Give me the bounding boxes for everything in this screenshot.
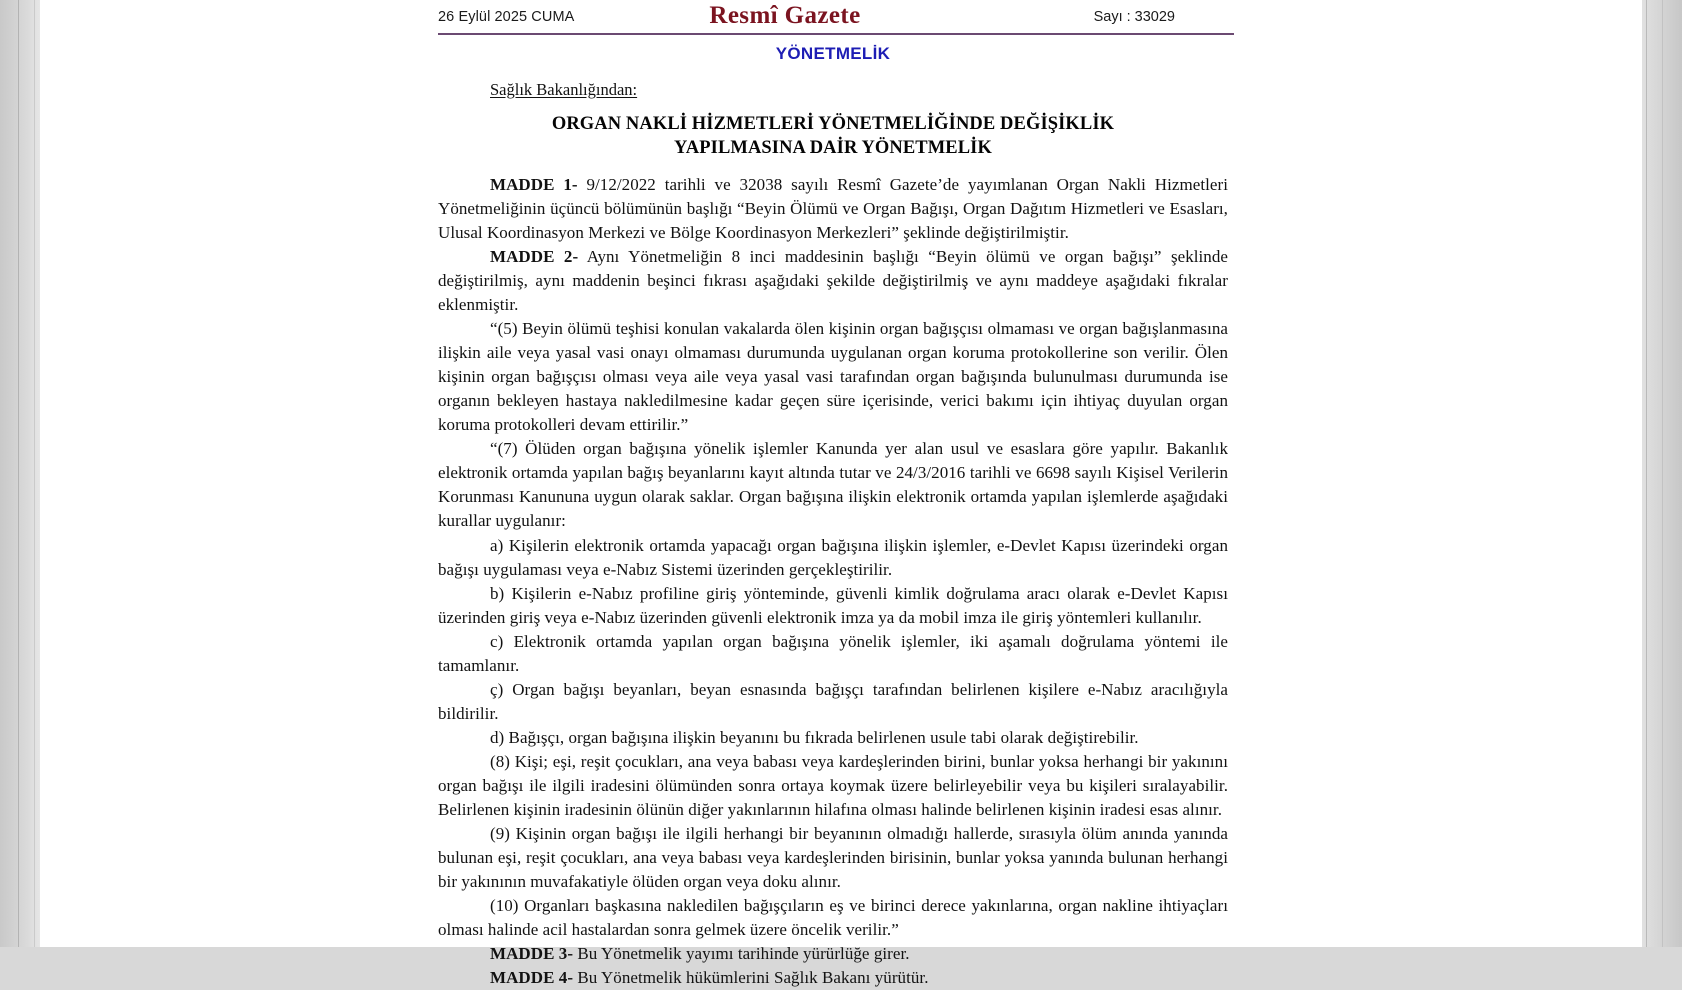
paragraph: [438, 678, 1228, 726]
paragraph-text: “(5) Beyin ölümü teşhisi konulan vakalarda ölen kişinin organ bağışçısı olmaması ve organ bağışlanmasına ilişkin aile veya yasal vasi onayı olmaması durumunda uygulanan organ koruma protokollerine son verilir. Ölen kişinin organ bağışçısı olması veya aile veya yasal vasi tarafından organ bağışında bulunulması durumunda ise organın bekleyen hastaya nakledilmesine kadar geçen süre içerisinde, verici bakımı için ihtiyaç duyulan organ koruma protokolleri devam ettirilir.”: [438, 319, 1228, 435]
page-edge-left-inner: [34, 0, 35, 947]
paragraph-text: (8) Kişi; eşi, reşit çocukları, ana veya babası veya kardeşlerinden birini, bunlar yoksa herhangi bir yakınını organ bağışı ile ilgili iradesini ölümünden sonra ortaya koymak üzere belirleyebilir veya bu kişileri sıralayabilir. Belirlenen kişinin iradesinin ölünün diğer yakınlarının hilafına olması halinde belirlenen kişinin iradesi esas alınır.: [438, 751, 1228, 820]
regulation-title: [438, 112, 1228, 161]
regulation-paragraphs: [438, 173, 1228, 990]
paragraph: [438, 942, 1228, 966]
masthead-divider: [438, 33, 1234, 35]
gazette-page: [40, 0, 1642, 988]
regulation-title-line-2: YAPILMASINA DAİR YÖNETMELİK: [674, 138, 992, 159]
paragraph-text: Bu Yönetmelik yayımı tarihinde yürürlüğe girer.: [573, 944, 910, 964]
paragraph: [438, 582, 1228, 630]
paragraph-text: Bu Yönetmelik hükümlerini Sağlık Bakanı yürütür.: [573, 968, 929, 988]
paragraph: [438, 630, 1228, 678]
regulation-kind-heading: YÖNETMELİK: [775, 44, 891, 63]
gazette-title: Resmî Gazete: [709, 2, 861, 29]
article-label: MADDE 3-: [490, 944, 574, 964]
paragraph: [438, 317, 1228, 437]
paragraph-text: (9) Kişinin organ bağışı ile ilgili herhangi bir beyanının olmadığı hallerde, sırasıyla ölüm anında yanında bulunan eşi, reşit çocukları, ana veya babası veya kardeşlerinden birisinin, bunlar yoksa yanında bulunan herhangi bir yakınının muvafakatiyle ölüden organ veya doku alınır.: [438, 824, 1228, 892]
page-edge-right-inner: [1646, 0, 1647, 947]
paragraph: [438, 966, 1228, 990]
paragraph-text: a) Kişilerin elektronik ortamda yapacağı organ bağışına ilişkin işlemler, e-Devlet Kapısı üzerindeki organ bağışı uygulaması veya e-Nabız Sistemi üzerinden gerçekleştirilir.: [438, 535, 1228, 579]
paragraph: [438, 437, 1228, 533]
paragraph: [438, 750, 1228, 822]
publication-date: 26 Eylül 2025 CUMA: [438, 9, 575, 25]
page-edge-left-outer: [18, 0, 19, 947]
article-label: MADDE 1-: [490, 174, 578, 194]
paragraph: [438, 822, 1228, 894]
paragraph-text: 9/12/2022 tarihli ve 32038 sayılı Resmî Gazete’de yayımlanan Organ Nakli Hizmetleri Yönetmeliğinin üçüncü bölümünün başlığı “Beyin Ölümü ve Organ Bağışı, Organ Dağıtım Hizmetleri ve Esasları, Ulusal Koordinasyon Merkezi ve Bölge Koordinasyon Merkezleri” şeklinde değiştirilmiştir.: [438, 174, 1228, 242]
page-edge-right-outer: [1662, 0, 1663, 947]
article-label: MADDE 4-: [490, 968, 574, 988]
paragraph-text: c) Elektronik ortamda yapılan organ bağışına yönelik işlemler, iki aşamalı doğrulama yöntemi ile tamamlanır.: [438, 631, 1228, 675]
regulation-title-line-1: ORGAN NAKLİ HİZMETLERİ YÖNETMELİĞİNDE DEĞİŞİKLİK: [551, 114, 1115, 134]
paragraph: [438, 534, 1228, 582]
paragraph-text: “(7) Ölüden organ bağışına yönelik işlemler Kanunda yer alan usul ve esaslara göre yapılır. Bakanlık elektronik ortamda yapılan bağış beyanlarını kayıt altında tutar ve 24/3/2016 tarihli ve 6698 sayılı Kişisel Verilerin Korunması Kanununa uygun olarak saklar. Organ bağışına ilişkin elektronik ortamda yapılan işlemlerde aşağıdaki kurallar uygulanır:: [438, 439, 1228, 531]
masthead: [385, 2, 1185, 36]
paragraph: [438, 173, 1228, 245]
document-body: [438, 40, 1228, 990]
paragraph-text: b) Kişilerin e-Nabız profiline giriş yönteminde, güvenli kimlik doğrulama aracı olarak e-Devlet Kapısı üzerinden giriş veya e-Nabız üzerinden güvenli elektronik imza ya da mobil imza ile giriş yöntemleri kullanılır.: [438, 583, 1228, 627]
issuing-authority: Sağlık Bakanlığından:: [490, 80, 638, 99]
paragraph: [438, 894, 1228, 942]
issue-number: Sayı : 33029: [1093, 9, 1175, 25]
paragraph-text: (10) Organları başkasına nakledilen bağışçıların eş ve birinci derece yakınlarına, organ nakline ihtiyaçları olması halinde acil hastalardan sonra gelmek üzere öncelik verilir.”: [438, 896, 1228, 940]
paragraph-text: Aynı Yönetmeliğin 8 inci maddesinin başlığı “Beyin ölümü ve organ bağışı” şeklinde değiştirilmiş, aynı maddenin beşinci fıkrası aşağıdaki şekilde değiştirilmiş ve aynı maddeye aşağıdaki fıkralar eklenmiştir.: [438, 246, 1228, 315]
paragraph-text: d) Bağışçı, organ bağışına ilişkin beyanını bu fıkrada belirlenen usule tabi olarak değiştirebilir.: [490, 727, 1139, 747]
authority-line-wrapper: [438, 80, 1228, 110]
article-label: MADDE 2-: [490, 246, 579, 266]
paragraph: [438, 245, 1228, 317]
paragraph-text: ç) Organ bağışı beyanları, beyan esnasında bağışçı tarafından belirlenen kişilere e-Nabız aracılığıyla bildirilir.: [438, 679, 1228, 723]
paragraph: [438, 726, 1228, 750]
